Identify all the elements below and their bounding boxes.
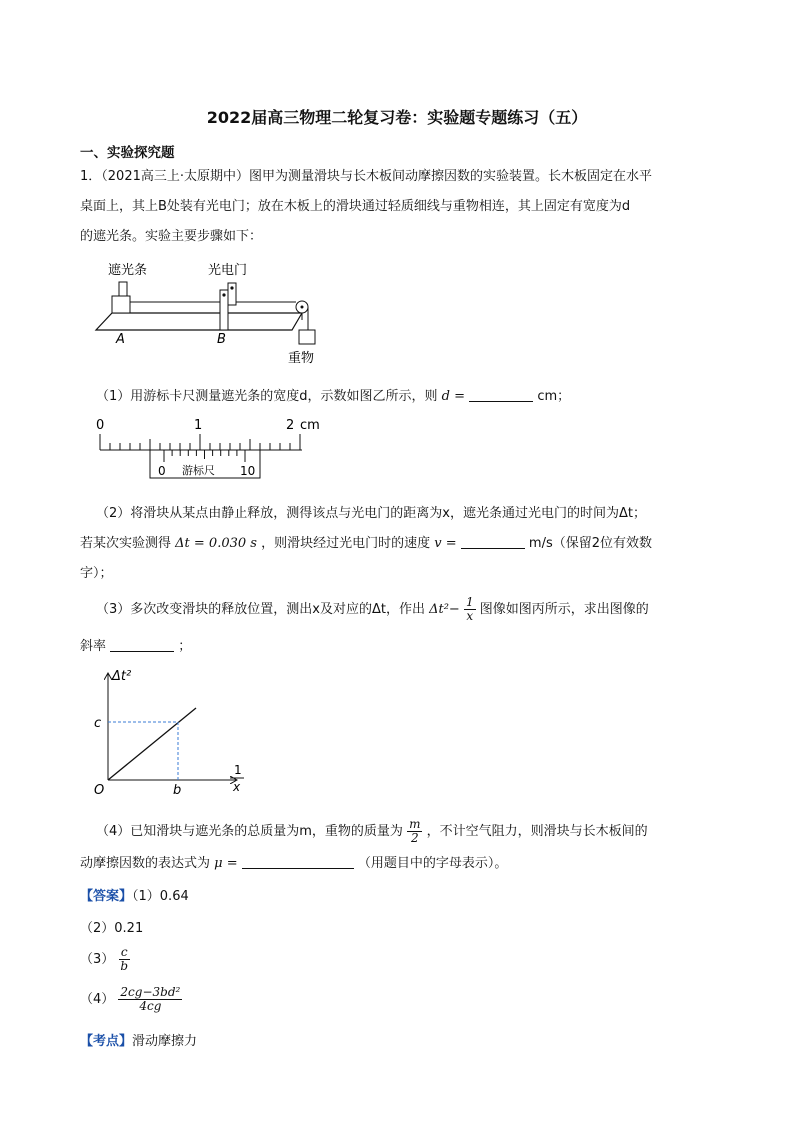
caliper-figure <box>90 414 330 484</box>
part2-line2 <box>80 532 652 551</box>
part4-text-a: （4）已知滑块与遮光条的总质量为m，重物的质量为 <box>96 824 403 839</box>
answer-4-num: 2cg−3bd² <box>120 985 181 999</box>
part3-frac-num: 1 <box>465 595 474 609</box>
question-intro-line2: 桌面上，其上B处装有光电门；放在木板上的滑块通过轻质细线与重物相连，其上固定有宽度为d <box>80 199 631 214</box>
apparatus-figure <box>92 258 332 368</box>
caliper-main-2: 2 <box>286 418 295 433</box>
answer-1: （1）0.64 <box>132 889 189 904</box>
part2-line3: 字）； <box>80 566 113 581</box>
answer-3-num: c <box>120 945 128 959</box>
graph-x-den: x <box>233 780 241 794</box>
vernier-10: 10 <box>240 464 256 478</box>
part1-blank <box>469 387 533 402</box>
vernier-name: 游标尺 <box>182 464 215 477</box>
part4-text-c: 动摩擦因数的表达式为 <box>80 856 211 871</box>
part3-blank <box>110 637 174 652</box>
graph-y-label: Δt² <box>112 669 132 684</box>
label-strip: 遮光条 <box>108 263 148 278</box>
vernier-0: 0 <box>158 464 166 478</box>
caliper-unit: cm <box>300 418 320 433</box>
part2-text-c: m/s（保留2位有效数 <box>528 536 652 551</box>
kaodian-text: 滑动摩擦力 <box>132 1034 198 1049</box>
part4-line2 <box>80 852 507 871</box>
answer-4-den: 4cg <box>139 999 162 1013</box>
kaodian-label: 【考点】 <box>80 1034 133 1049</box>
part1-unit: cm； <box>537 389 571 404</box>
section-heading: 一、实验探究题 <box>80 145 175 161</box>
question-intro-line3: 的遮光条。实验主要步骤如下： <box>80 229 263 244</box>
label-B: B <box>217 332 226 347</box>
part3-line1 <box>96 596 649 623</box>
answer-4-prefix: （4） <box>80 992 115 1007</box>
part3-expr: Δt²− <box>429 602 460 617</box>
page-title: 2022届高三物理二轮复习卷：实验题专题练习（五） <box>206 108 588 127</box>
part2-text-a: 若某次实验测得 <box>80 536 172 551</box>
question-intro-line1: 1．（2021高三上·太原期中）图甲为测量滑块与长木板间动摩擦因数的实验装置。长木板固定在水平 <box>80 169 652 184</box>
part3-frac-den: x <box>466 609 474 623</box>
graph-x-num: 1 <box>234 763 242 777</box>
part1-line <box>96 385 570 404</box>
answer-3-fraction <box>118 946 130 973</box>
part4-text-d: （用题目中的字母表示）。 <box>357 856 508 871</box>
part4-fraction <box>407 818 422 845</box>
part4-frac-num: m <box>409 817 421 831</box>
part4-line1 <box>96 818 648 845</box>
graph-origin: O <box>94 783 105 798</box>
part3-slope-label: 斜率 <box>80 639 107 654</box>
part1-var: d = <box>441 389 466 404</box>
graph-line <box>108 708 196 780</box>
caliper-main-1: 1 <box>194 418 203 433</box>
part2-blank <box>461 534 525 549</box>
part4-text-b: ，不计空气阻力，则滑块与长木板间的 <box>426 824 648 839</box>
part3-fraction <box>464 596 476 623</box>
answer-line4 <box>80 986 182 1013</box>
part3-text-a: （3）多次改变滑块的释放位置，测出x及对应的Δt，作出 <box>96 602 425 617</box>
kaodian-line <box>80 1030 197 1049</box>
answer-line3 <box>80 946 130 973</box>
graph-b: b <box>173 783 182 798</box>
part3-end: ； <box>178 639 192 654</box>
caliper-main-0: 0 <box>96 418 105 433</box>
graph-c: c <box>94 716 102 731</box>
answer-4-fraction <box>118 986 182 1013</box>
part2-line1: （2）将滑块从某点由静止释放，测得该点与光电门的距离为x，遮光条通过光电门的时间为Δt； <box>96 506 646 521</box>
label-weight: 重物 <box>288 351 315 366</box>
part3-text-b: 图像如图丙所示，求出图像的 <box>479 602 649 617</box>
answer-label: 【答案】 <box>80 889 133 904</box>
part2-text-b: ，则滑块经过光电门时的速度 <box>261 536 431 551</box>
part4-var: μ = <box>214 856 238 871</box>
label-gate: 光电门 <box>208 263 248 278</box>
part4-frac-den: 2 <box>410 831 419 845</box>
label-A: A <box>116 332 125 347</box>
graph-figure <box>90 662 260 802</box>
part2-expr: Δt = 0.030 s <box>175 536 257 551</box>
answer-line1 <box>80 885 189 904</box>
part1-text: （1）用游标卡尺测量遮光条的宽度d，示数如图乙所示，则 <box>96 389 438 404</box>
answer-3-prefix: （3） <box>80 952 115 967</box>
answer-2: （2）0.21 <box>80 921 144 936</box>
part2-var: v = <box>434 536 457 551</box>
part3-line2 <box>80 635 191 654</box>
answer-3-den: b <box>120 959 129 973</box>
part4-blank <box>242 854 354 869</box>
